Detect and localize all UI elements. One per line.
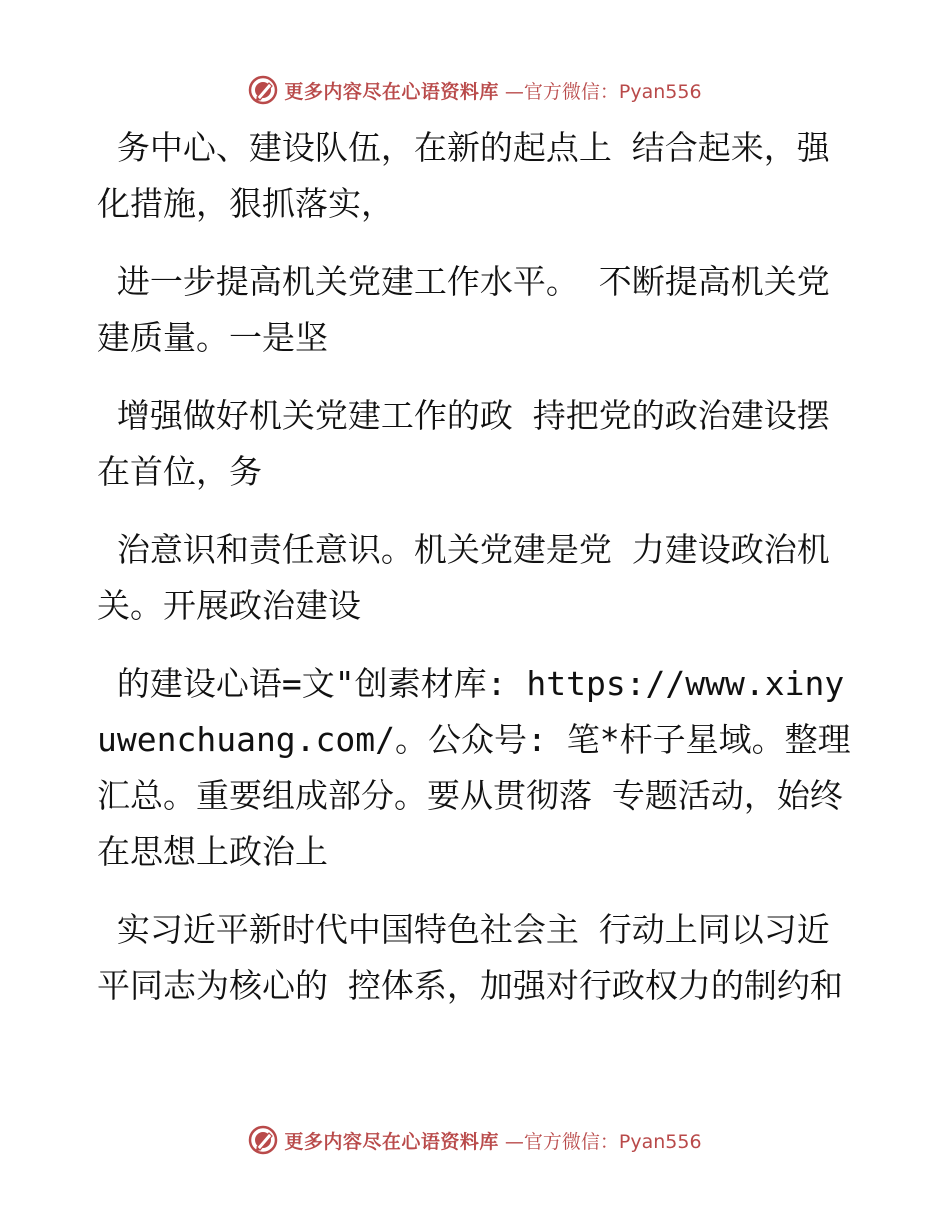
paragraph-6: 实习近平新时代中国特色社会主 行动上同以习近平同志为核心的 控体系，加强对行政权力的制约和 xyxy=(97,910,843,1005)
banner-wechat-text: —官方微信：Pyan556 xyxy=(504,80,702,103)
paragraph-1: 务中心、建设队伍，在新的起点上 结合起来，强化措施，狠抓落实， xyxy=(97,128,830,223)
paragraph-5: 的建设心语=文"创素材库: https://www.xinyuwenchuang.com/。公众号: 笔*杆子星域。整理汇总。重要组成部分。要从贯彻落 专题活动，始终在思想上政治上 xyxy=(97,664,851,871)
header-banner xyxy=(0,70,950,110)
pen-logo-icon xyxy=(248,75,278,105)
footer-banner xyxy=(0,1120,950,1160)
pen-logo-icon xyxy=(248,1125,278,1155)
banner-wechat-text: —官方微信：Pyan556 xyxy=(504,1130,702,1153)
paragraph-2: 进一步提高机关党建工作水平。 不断提高机关党建质量。一是坚 xyxy=(97,262,830,357)
banner-lead-text: 更多内容尽在心语资料库 xyxy=(284,1130,499,1153)
paragraph-4: 治意识和责任意识。机关党建是党 力建设政治机关。开展政治建设 xyxy=(97,530,830,625)
document-body xyxy=(97,120,857,1036)
paragraph-3: 增强做好机关党建工作的政 持把党的政治建设摆在首位，务 xyxy=(97,396,830,491)
banner-lead-text: 更多内容尽在心语资料库 xyxy=(284,80,499,103)
